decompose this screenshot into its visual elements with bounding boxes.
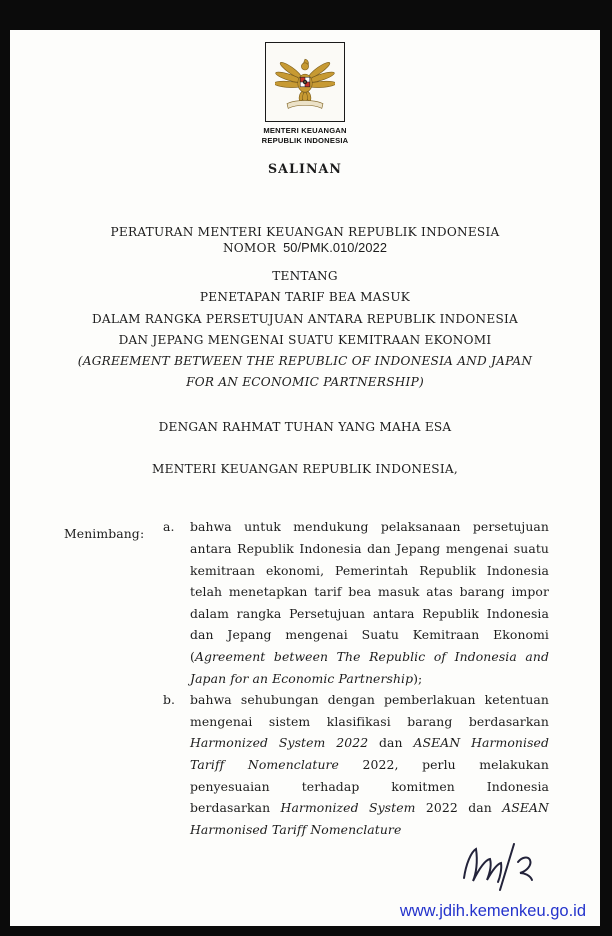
menimbang-item-b (163, 689, 549, 840)
jdih-link[interactable]: www.jdih.kemenkeu.go.id (399, 902, 586, 920)
ministry-line2: REPUBLIK INDONESIA (261, 135, 349, 145)
document-page (10, 30, 600, 926)
menimbang-section (64, 516, 549, 840)
nomor-value: 50/PMK.010/2022 (283, 240, 388, 255)
menimbang-colon: : (140, 526, 145, 542)
regulation-number-line (10, 240, 600, 256)
subject-english-line-2: FOR AN ECONOMIC PARTNERSHIP) (186, 375, 424, 390)
title-block (10, 224, 600, 480)
menimbang-item-a (163, 516, 549, 689)
subject-line-2: DALAM RANGKA PERSETUJUAN ANTARA REPUBLIK INDONESIA (91, 311, 518, 326)
menimbang-items (163, 516, 549, 840)
item-letter: b. (163, 692, 176, 708)
subject-line-1: PENETAPAN TARIF BEA MASUK (199, 290, 411, 305)
copy-stamp: SALINAN (267, 161, 343, 176)
emblem-box (265, 42, 345, 122)
menimbang-label: Menimbang (64, 526, 140, 542)
signature-initials (456, 834, 548, 896)
tentang-label: TENTANG (272, 269, 338, 283)
nomor-label: NOMOR (222, 241, 277, 255)
garuda-pancasila-icon (275, 52, 335, 112)
ministry-line1: MENTERI KEUANGAN (263, 126, 347, 135)
issuer-line: MENTERI KEUANGAN REPUBLIK INDONESIA, (152, 462, 458, 477)
item-letter: a. (163, 519, 175, 535)
item-text: bahwa sehubungan dengan pemberlakuan ketentuan mengenai sistem klasifikasi barang berdasarkan Harmonized System 2022 dan ASEAN Harmonised Tariff Nomenclature 2022, perlu melakukan penyesuaian terhadap komitmen Indonesia berdasarkan Harmonized System 2022 dan ASEAN Harmonised Tariff Nomenclature (190, 692, 549, 837)
subject-english-line-1: (AGREEMENT BETWEEN THE REPUBLIC OF INDONESIA AND JAPAN (77, 354, 533, 369)
invocation-line: DENGAN RAHMAT TUHAN YANG MAHA ESA (158, 419, 452, 434)
letterhead-ministry (10, 126, 600, 145)
item-text: bahwa untuk mendukung pelaksanaan persetujuan antara Republik Indonesia dan Jepang mengenai suatu kemitraan ekonomi, Pemerintah Republik Indonesia telah menetapkan tarif bea masuk atas barang impor dalam rangka Persetujuan antara Republik Indonesia dan Jepang mengenai Suatu Kemitraan Ekonomi (Agreement between The Republic of Indonesia and Japan for an Economic Partnership); (190, 519, 549, 686)
subject-line-3: DAN JEPANG MENGENAI SUATU KEMITRAAN EKONOMI (118, 332, 492, 347)
regulation-title: PERATURAN MENTERI KEUANGAN REPUBLIK INDONESIA (110, 225, 500, 239)
